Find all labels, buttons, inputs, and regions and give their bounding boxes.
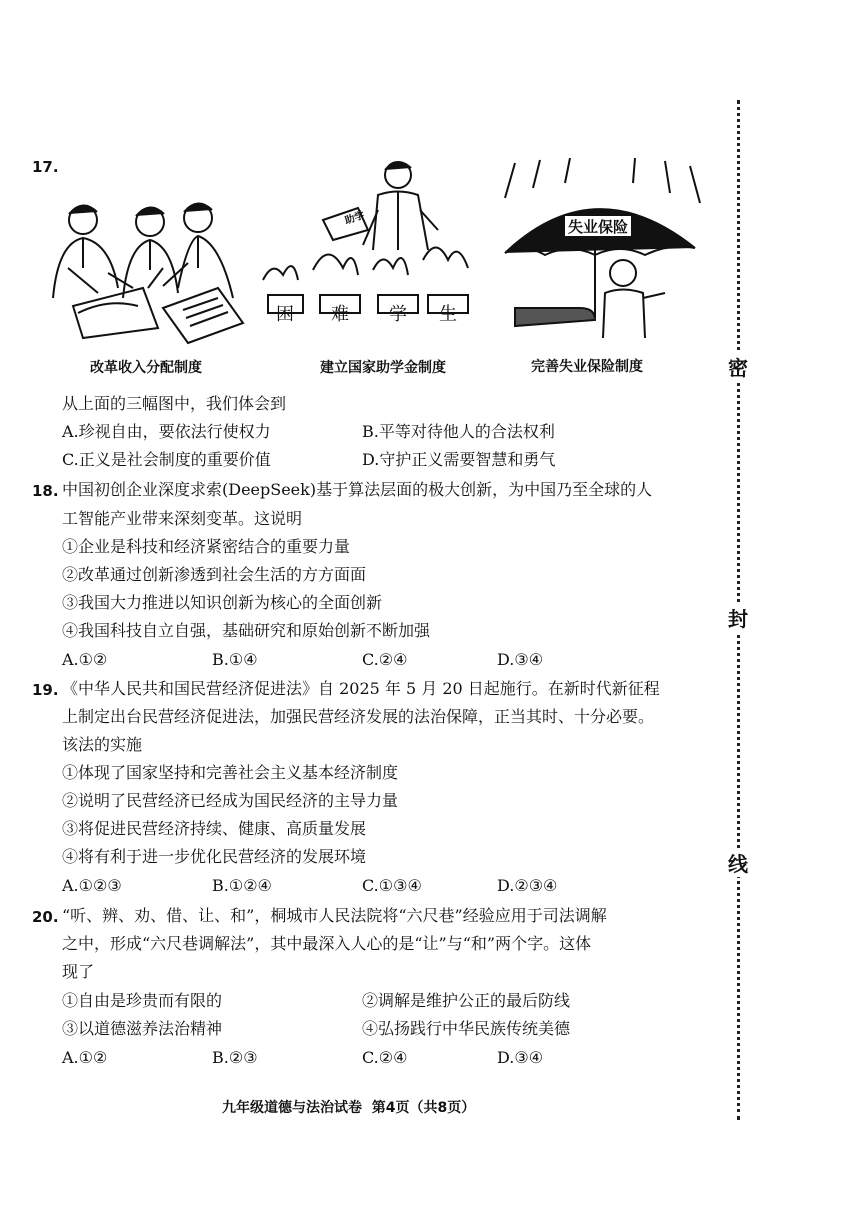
q17-option-c: C.正义是社会制度的重要价值: [62, 450, 271, 469]
book-label: 助学: [343, 210, 366, 227]
q18-option-a: A.①②: [62, 650, 108, 669]
q18-option-d: D.③④: [497, 650, 544, 669]
caption-grant-system: 建立国家助学金制度: [320, 360, 446, 376]
question-17-number: 17.: [32, 158, 59, 176]
q20-option-d: D.③④: [497, 1048, 544, 1067]
q19-item-3: ③将促进民营经济持续、健康、高质量发展: [62, 819, 367, 838]
q20-item-3: ③以道德滋养法治精神: [62, 1019, 223, 1038]
panel2-char-3: 学: [389, 304, 407, 325]
question-19-stem-line-3: 该法的实施: [62, 735, 143, 754]
panel2-char-1: 困: [276, 304, 294, 325]
illustration-unemployment-insurance: [495, 158, 705, 348]
q18-item-3: ③我国大力推进以知识创新为核心的全面创新: [62, 593, 383, 612]
caption-income-distribution: 改革收入分配制度: [90, 360, 202, 376]
q20-option-b: B.②③: [212, 1048, 258, 1067]
illustration-grant-system: [258, 150, 483, 350]
question-20-stem-line-2: 之中，形成“六尺巷调解法”，其中最深入人心的是“让”与“和”两个字。这体: [62, 934, 592, 953]
umbrella-label: 失业保险: [567, 218, 629, 236]
q18-option-b: B.①④: [212, 650, 258, 669]
question-20-stem-line-3: 现了: [62, 962, 95, 981]
question-20-number: 20.: [32, 908, 59, 926]
question-19-stem-line-1: 《中华人民共和国民营经济促进法》自 2025 年 5 月 20 日起施行。在新时代新征程: [62, 679, 660, 698]
q20-option-a: A.①②: [62, 1048, 108, 1067]
q19-option-d: D.②③④: [497, 876, 558, 895]
q19-option-a: A.①②③: [62, 876, 122, 895]
q20-item-2: ②调解是维护公正的最后防线: [362, 991, 571, 1010]
q19-item-2: ②说明了民营经济已经成为国民经济的主导力量: [62, 791, 399, 810]
question-19-number: 19.: [32, 681, 59, 699]
q17-option-a: A.珍视自由，要依法行使权力: [62, 422, 271, 441]
q19-option-b: B.①②④: [212, 876, 272, 895]
margin-mark-xian: 线: [724, 848, 752, 877]
question-18-number: 18.: [32, 482, 59, 500]
q20-item-4: ④弘扬践行中华民族传统美德: [362, 1019, 571, 1038]
q18-item-2: ②改革通过创新渗透到社会生活的方方面面: [62, 565, 367, 584]
q19-option-c: C.①③④: [362, 876, 422, 895]
question-18-stem-line-1: 中国初创企业深度求索(DeepSeek)基于算法层面的极大创新，为中国乃至全球的人: [62, 480, 653, 499]
q18-option-c: C.②④: [362, 650, 408, 669]
q17-option-d: D.守护正义需要智慧和勇气: [362, 450, 556, 469]
panel2-char-2: 难: [331, 304, 349, 325]
question-17-stem: 从上面的三幅图中，我们体会到: [62, 394, 287, 413]
q20-item-1: ①自由是珍贵而有限的: [62, 991, 223, 1010]
page-footer: 九年级道德与法治试卷 第4页（共8页）: [222, 1100, 476, 1116]
question-20-stem-line-1: “听、辨、劝、借、让、和”，桐城市人民法院将“六尺巷”经验应用于司法调解: [62, 906, 607, 925]
margin-mark-mi: 密: [724, 352, 752, 381]
margin-mark-feng: 封: [724, 603, 752, 632]
caption-unemployment-insurance: 完善失业保险制度: [531, 359, 643, 375]
question-18-stem-line-2: 工智能产业带来深刻变革。这说明: [62, 509, 303, 528]
question-19-stem-line-2: 上制定出台民营经济促进法，加强民营经济发展的法治保障，正当其时、十分必要。: [62, 707, 655, 726]
q19-item-1: ①体现了国家坚持和完善社会主义基本经济制度: [62, 763, 399, 782]
q20-option-c: C.②④: [362, 1048, 408, 1067]
panel2-char-4: 生: [439, 304, 457, 325]
q19-item-4: ④将有利于进一步优化民营经济的发展环境: [62, 847, 367, 866]
illustration-income-distribution: [38, 188, 253, 348]
q18-item-1: ①企业是科技和经济紧密结合的重要力量: [62, 537, 351, 556]
q18-item-4: ④我国科技自立自强，基础研究和原始创新不断加强: [62, 621, 431, 640]
q17-option-b: B.平等对待他人的合法权利: [362, 422, 555, 441]
